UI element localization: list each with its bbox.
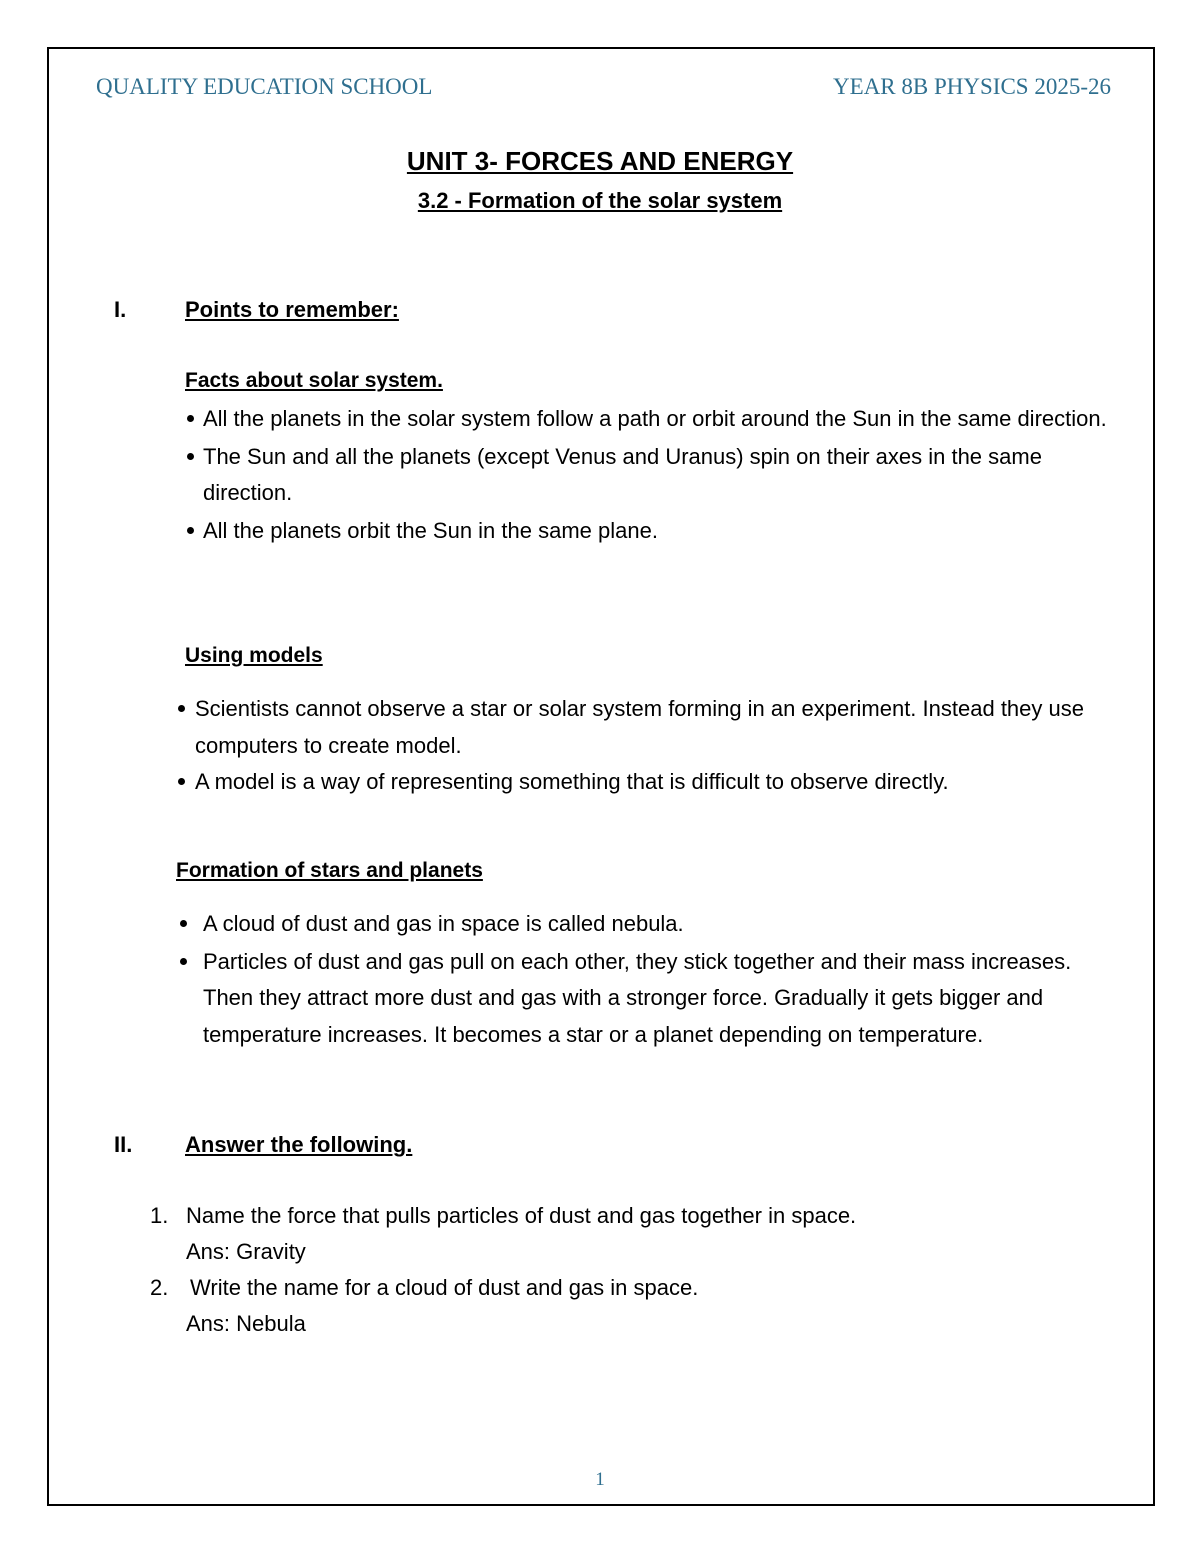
question-text: Write the name for a cloud of dust and gas in space.	[190, 1275, 699, 1300]
facts-heading: Facts about solar system.	[185, 369, 443, 392]
list-item	[176, 906, 1076, 943]
answer-text: Ans: Gravity	[186, 1239, 306, 1264]
model-text: A model is a way of representing something that is difficult to observe directly.	[195, 769, 949, 794]
formation-text: A cloud of dust and gas in space is called nebula.	[203, 911, 684, 936]
section-1-numeral: I.	[114, 297, 127, 322]
formation-list	[176, 906, 1076, 1053]
question-number: 1.	[150, 1203, 169, 1228]
list-item	[150, 1270, 1100, 1342]
bullet-icon	[187, 527, 194, 534]
fact-text: All the planets orbit the Sun in the same plane.	[203, 517, 658, 543]
unit-title: UNIT 3- FORCES AND ENERGY	[406, 146, 794, 176]
question-number: 2.	[150, 1275, 169, 1300]
question-list	[150, 1198, 1100, 1342]
question-text: Name the force that pulls particles of dust and gas together in space.	[186, 1203, 857, 1228]
models-heading: Using models	[185, 644, 323, 667]
list-item	[185, 513, 1125, 550]
list-item	[176, 944, 1076, 1054]
list-item	[176, 764, 1126, 801]
list-item	[185, 401, 1125, 438]
page-number: 1	[595, 1469, 605, 1490]
course-name: YEAR 8B PHYSICS 2025-26	[833, 74, 1111, 99]
bullet-icon	[180, 958, 187, 965]
formation-text: Particles of dust and gas pull on each other, they stick together and their mass increases. Then they attract more dust and gas with a stronger force. Gradually it gets bigger and temperature increases. It becomes a star or a planet depending on temperature.	[203, 948, 1072, 1047]
section-1-heading: Points to remember:	[185, 297, 399, 322]
bullet-icon	[178, 778, 185, 785]
models-list	[176, 691, 1126, 801]
answer-text: Ans: Nebula	[186, 1311, 306, 1336]
bullet-icon	[187, 453, 194, 460]
fact-text: The Sun and all the planets (except Venus and Uranus) spin on their axes in the same direction.	[203, 443, 1042, 505]
bullet-icon	[180, 920, 187, 927]
formation-heading: Formation of stars and planets	[176, 859, 483, 882]
school-name: QUALITY EDUCATION SCHOOL	[96, 74, 433, 99]
fact-text: All the planets in the solar system follow a path or orbit around the Sun in the same direction.	[203, 406, 1107, 431]
topic-title: 3.2 - Formation of the solar system	[417, 188, 783, 213]
facts-list	[185, 401, 1125, 549]
bullet-icon	[187, 415, 194, 422]
model-text: Scientists cannot observe a star or solar system forming in an experiment. Instead they use computers to create model.	[195, 696, 1084, 758]
list-item	[150, 1198, 1100, 1270]
bullet-icon	[178, 705, 185, 712]
list-item	[185, 439, 1125, 512]
section-2-numeral: II.	[114, 1132, 133, 1157]
list-item	[176, 691, 1126, 764]
section-2-heading: Answer the following.	[185, 1132, 413, 1157]
